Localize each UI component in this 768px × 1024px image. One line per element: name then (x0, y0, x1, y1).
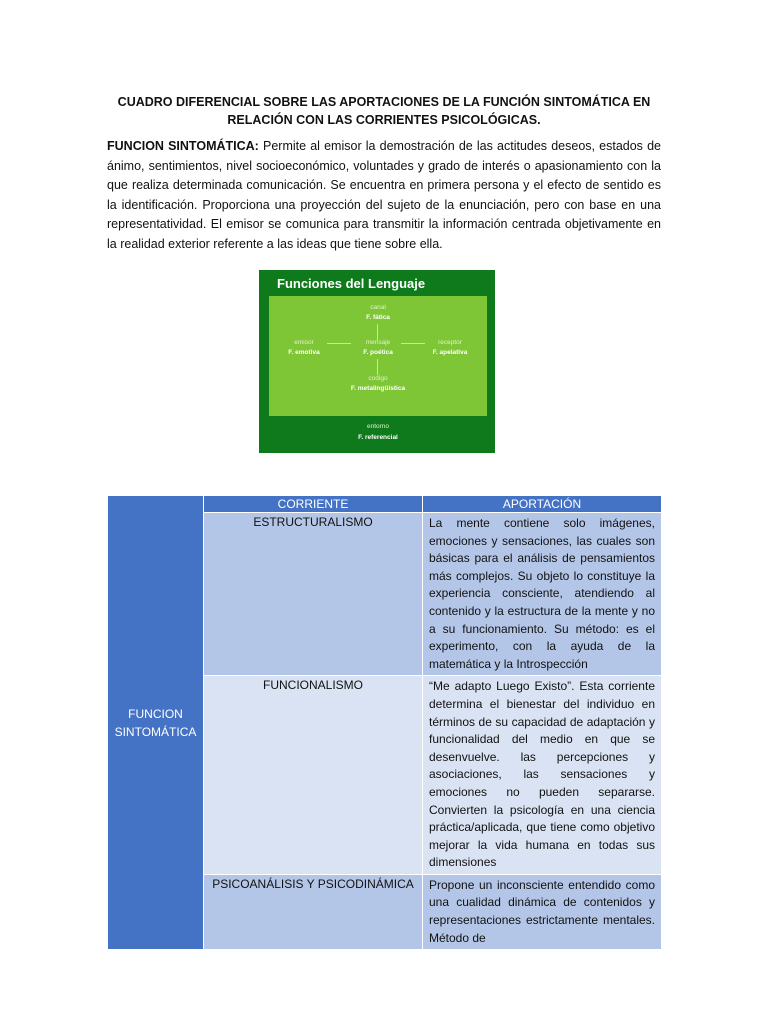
intro-paragraph (107, 137, 661, 254)
label-entorno: entorno (366, 423, 390, 430)
label-receptor: receptor (438, 339, 462, 346)
intro-term: FUNCION SINTOMÁTICA: (107, 139, 259, 153)
corriente-cell: PSICOANÁLISIS Y PSICODINÁMICA (204, 874, 423, 949)
connector-vertical-top (377, 324, 378, 340)
fn-fatica: F. fática (366, 314, 390, 321)
fn-poetica: F. poética (363, 349, 393, 356)
aportacion-cell: “Me adapto Luego Existo”. Esta corriente determina el bienestar del individuo en términos de su capacidad de adaptación y funcionalidad del medio en que se desenvuelve. las percepciones y asociaciones, las sensaciones y emociones no pueden separarse. Convierten la psicología en una ciencia práctica/aplicada, que tiene como objetivo mejorar la vida humana en todas sus dimensiones (423, 676, 662, 875)
figure-panel (269, 296, 487, 416)
side-label: FUNCION SINTOMÁTICA (114, 706, 197, 739)
figure-title: Funciones del Lenguaje (277, 276, 426, 291)
page-title: CUADRO DIFERENCIAL SOBRE LAS APORTACIONES DE LA FUNCIÓN SINTOMÁTICA EN RELACIÓN CON LAS CORRIENTES PSICOLÓGICAS. (117, 95, 651, 127)
table-header-row (108, 496, 662, 513)
label-canal: canal (370, 304, 386, 311)
label-emisor: emisor (294, 339, 314, 346)
language-functions-figure (259, 270, 495, 453)
contributions-table (107, 495, 662, 950)
side-label-cell (108, 496, 204, 950)
connector-vertical-bottom (377, 359, 378, 375)
corriente-cell: ESTRUCTURALISMO (204, 513, 423, 676)
label-mensaje: mensaje (365, 339, 391, 346)
fn-emotiva: F. emotiva (288, 349, 320, 356)
label-codigo: codigo (368, 375, 388, 382)
corriente-cell: FUNCIONALISMO (204, 676, 423, 875)
fn-metalinguistica: F. metalingüística (350, 385, 406, 392)
aportacion-cell: Propone un inconsciente entendido como una cualidad dinámica de contenidos y representaciones estrictamente mentales. Método de (423, 874, 662, 949)
aportacion-cell: La mente contiene solo imágenes, emociones y sensaciones, las cuales son básicas para el análisis de pensamientos más complejos. Su objeto lo constituye la experiencia consciente, atendiendo al contenido y la estructura de la mente y no a su funcionamiento. Su método: es el experimento, con la ayuda de la matemática y la Introspección (423, 513, 662, 676)
header-aportacion: APORTACIÓN (423, 496, 662, 513)
intro-text: Permite al emisor la demostración de las actitudes deseos, estados de ánimo, sentimientos, nivel socioeconómico, voluntades y grado de interés o apasionamiento con la que realiza determinada comunicación. Se encuentra en primera persona y el efecto de sentido es la identificación. Proporciona una proyección del sujeto de la enunciación, pero con base en una representatividad. El emisor se comunica para transmitir la información centrada objetivamente en la realidad exterior referente a las ideas que tiene sobre ella. (107, 139, 661, 251)
header-corriente: CORRIENTE (204, 496, 423, 513)
fn-apelativa: F. apelativa (432, 349, 468, 356)
fn-referencial: F. referencial (358, 434, 398, 441)
